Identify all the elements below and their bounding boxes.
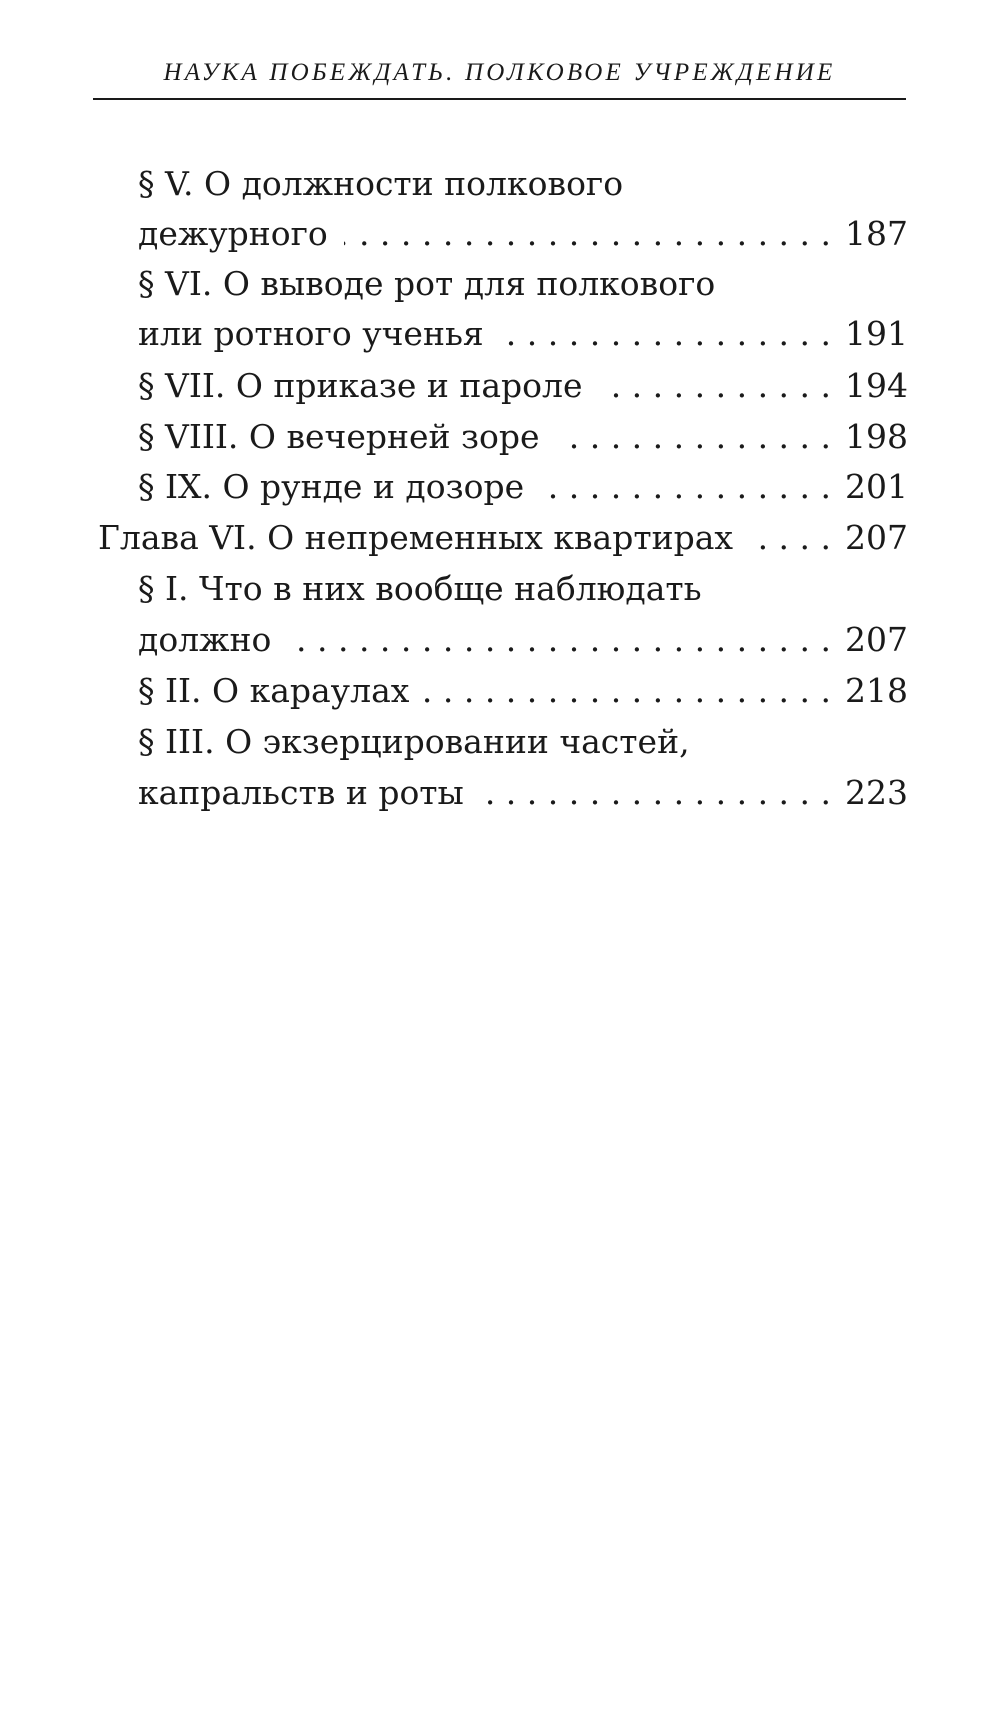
toc-entry[interactable] xyxy=(138,413,908,461)
dot-leader xyxy=(749,514,831,562)
toc-entry-line xyxy=(138,565,908,613)
toc-page-number: 223 xyxy=(845,773,908,812)
dot-leader xyxy=(480,769,831,817)
toc-entry-title-cont: капральств и роты xyxy=(138,773,464,812)
toc-page-number: 207 xyxy=(845,518,908,557)
toc-entry-title: § V. О должности полкового xyxy=(138,164,624,203)
toc-page-number: 194 xyxy=(845,366,908,405)
toc-page-number: 198 xyxy=(845,417,908,456)
toc-page-number: 201 xyxy=(845,467,908,506)
toc-entry[interactable] xyxy=(138,667,908,715)
running-head: НАУКА ПОБЕЖДАТЬ. ПОЛКОВОЕ УЧРЕЖДЕНИЕ xyxy=(163,59,836,86)
toc-page-number: 191 xyxy=(845,314,908,353)
header-rule xyxy=(93,98,906,100)
toc-page-number: 207 xyxy=(845,620,908,659)
toc-entry[interactable] xyxy=(138,310,908,358)
toc-entry-line xyxy=(138,160,908,208)
toc-page-number: 218 xyxy=(845,671,908,710)
toc-chapter-title: Глава VI. О непременных квартирах xyxy=(98,518,734,557)
dot-leader xyxy=(287,616,831,664)
toc-page-number: 187 xyxy=(845,214,908,253)
toc-entry-title: § II. О караулах xyxy=(138,671,410,710)
toc-entry-title: § VII. О приказе и пароле xyxy=(138,366,583,405)
toc-entry-title-cont: должно xyxy=(138,620,272,659)
toc-entry[interactable] xyxy=(138,769,908,817)
toc-entry-title: § IX. О рунде и дозоре xyxy=(138,467,525,506)
dot-leader xyxy=(599,362,832,410)
dot-leader xyxy=(540,463,831,511)
toc-entry[interactable] xyxy=(138,210,908,258)
dot-leader xyxy=(556,413,831,461)
toc-entry[interactable] xyxy=(138,463,908,511)
toc-entry-line xyxy=(138,718,908,766)
toc-entry-title: § I. Что в них вообще наблюдать xyxy=(138,569,702,608)
toc-entry[interactable] xyxy=(138,362,908,410)
toc-entry-title: § III. О экзерцировании частей, xyxy=(138,722,690,761)
toc-entry-title: § VIII. О вечерней зоре xyxy=(138,417,540,456)
dot-leader xyxy=(500,310,831,358)
toc-entry-title: § VI. О выводе рот для полкового xyxy=(138,264,716,303)
toc-entry-title-cont: или ротного ученья xyxy=(138,314,484,353)
toc-entry-title-cont: дежурного xyxy=(138,214,328,253)
toc-chapter-entry[interactable] xyxy=(98,514,908,562)
toc-entry-line xyxy=(138,260,908,308)
dot-leader xyxy=(344,210,831,258)
dot-leader xyxy=(425,667,831,715)
toc-entry[interactable] xyxy=(138,616,908,664)
